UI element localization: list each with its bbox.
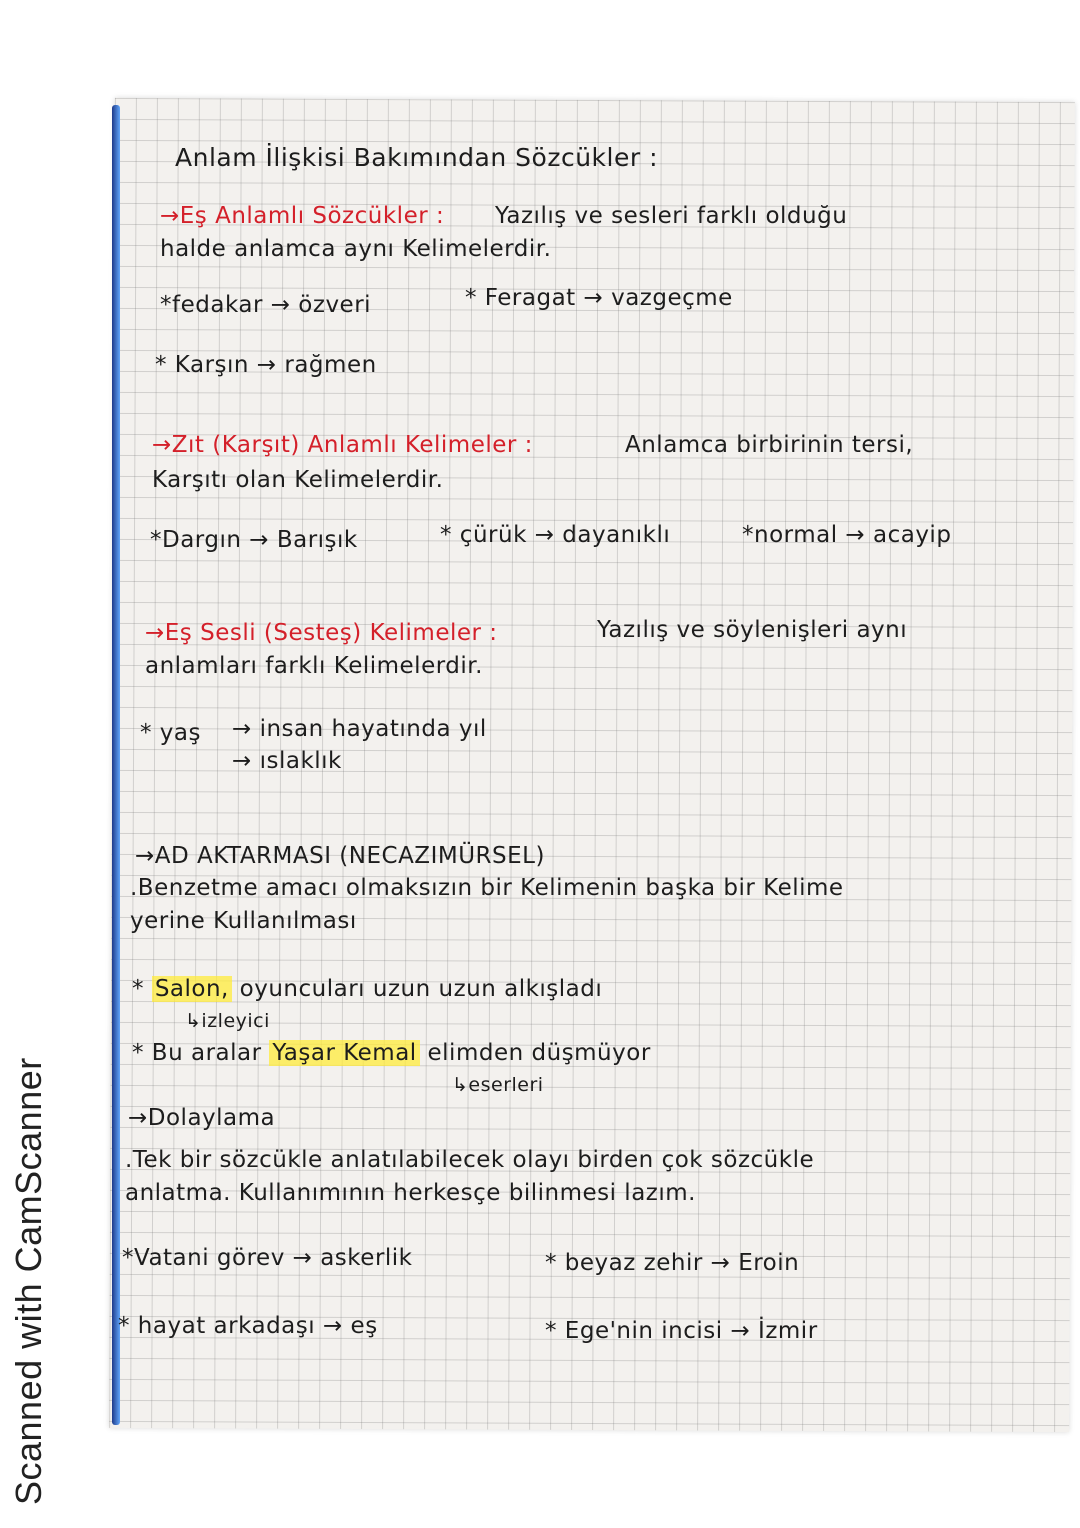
synonyms-definition-2: halde anlamca aynı Kelimelerdir. [160, 236, 552, 262]
metonymy-example-2-note: ↳eserleri [452, 1074, 544, 1096]
periphrasis-example-2: * beyaz zehir → Eroin [545, 1250, 800, 1276]
metonymy-definition-2: yerine Kullanılması [130, 908, 357, 934]
antonyms-heading: →Zıt (Karşıt) Anlamlı Kelimeler : [152, 432, 533, 458]
page-title: Anlam İlişkisi Bakımından Sözcükler : [175, 143, 658, 172]
metonymy-example-1-note: ↳izleyici [185, 1010, 270, 1032]
metonymy-example-1 [132, 976, 602, 1002]
metonymy-example-1-highlight: Salon, [152, 976, 232, 1002]
periphrasis-example-3: * hayat arkadaşı → eş [118, 1313, 378, 1339]
metonymy-example-2 [132, 1040, 651, 1066]
metonymy-example-1-star: * [132, 976, 144, 1002]
antonyms-definition-2: Karşıtı olan Kelimelerdir. [152, 467, 444, 493]
homonyms-example-meaning-2: → ıslaklık [232, 748, 342, 774]
metonymy-example-2-highlight: Yaşar Kemal [269, 1040, 419, 1066]
periphrasis-example-1: *Vatani görev → askerlik [122, 1245, 413, 1271]
page-margin-line [112, 105, 120, 1425]
synonyms-example-2: * Feragat → vazgeçme [465, 285, 733, 311]
synonyms-example-3: * Karşın → rağmen [155, 352, 377, 378]
metonymy-example-2-rest: elimden düşmüyor [427, 1040, 651, 1066]
periphrasis-example-4: * Ege'nin incisi → İzmir [545, 1318, 818, 1344]
periphrasis-heading: →Dolaylama [128, 1105, 276, 1131]
metonymy-definition-1: .Benzetme amacı olmaksızın bir Kelimenin başka bir Kelime [130, 875, 844, 901]
synonyms-example-1: *fedakar → özveri [160, 292, 372, 318]
synonyms-heading: →Eş Anlamlı Sözcükler : [160, 203, 445, 229]
antonyms-example-3: *normal → acayip [742, 522, 952, 548]
homonyms-heading: →Eş Sesli (Sesteş) Kelimeler : [145, 620, 498, 646]
periphrasis-definition-1: .Tek bir sözcükle anlatılabilecek olayı birden çok sözcükle [125, 1147, 815, 1173]
camscanner-watermark: Scanned with CamScanner [8, 1057, 49, 1505]
homonyms-example-meaning-1: → insan hayatında yıl [232, 716, 487, 742]
metonymy-example-2-start: * Bu aralar [132, 1040, 262, 1066]
homonyms-definition-1: Yazılış ve söylenişleri aynı [597, 617, 908, 643]
metonymy-example-1-rest: oyuncuları uzun uzun alkışladı [239, 976, 603, 1002]
periphrasis-definition-2: anlatma. Kullanımının herkesçe bilinmesi lazım. [125, 1180, 696, 1206]
antonyms-example-1: *Dargın → Barışık [150, 527, 358, 553]
homonyms-definition-2: anlamları farklı Kelimelerdir. [145, 653, 483, 679]
metonymy-heading: →AD AKTARMASI (NECAZIMÜRSEL) [135, 843, 545, 869]
antonyms-definition-1: Anlamca birbirinin tersi, [625, 432, 914, 458]
homonyms-example-word: * yaş [140, 720, 201, 746]
antonyms-example-2: * çürük → dayanıklı [440, 522, 671, 548]
synonyms-definition-1: Yazılış ve sesleri farklı olduğu [495, 203, 848, 229]
